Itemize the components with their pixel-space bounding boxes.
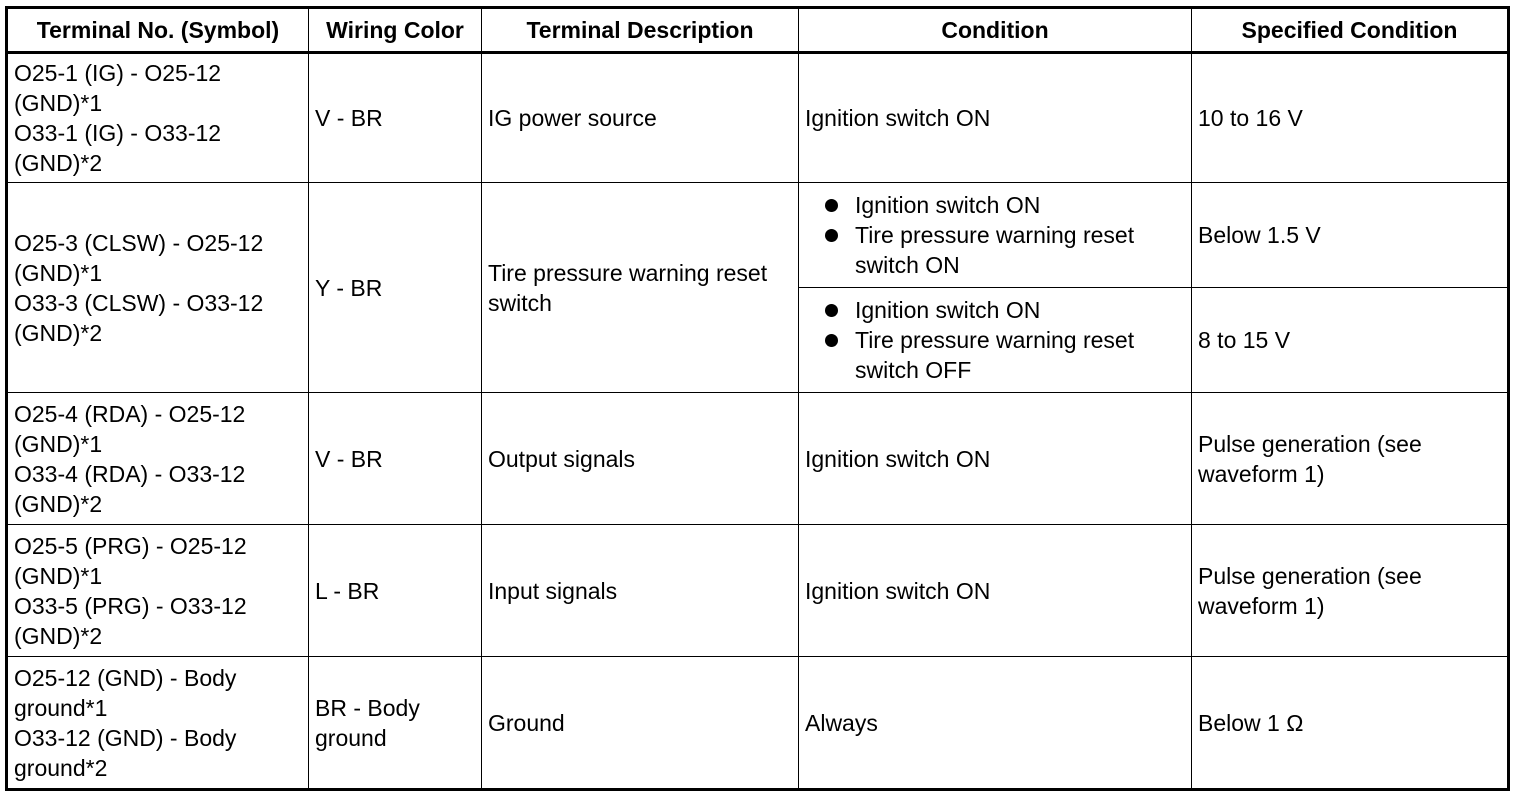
specified-condition-cell: 10 to 16 V [1192,53,1509,183]
header-wiring-color: Wiring Color [309,8,482,53]
terminal-cell: O25-12 (GND) - Body ground*1 O33-12 (GND) - Body ground*2 [7,657,309,790]
terminal-cell: O25-3 (CLSW) - O25-12 (GND)*1 O33-3 (CLSW) - O33-12 (GND)*2 [7,183,309,393]
table-row [7,183,1509,288]
description-cell: Output signals [482,393,799,525]
description-cell: Input signals [482,525,799,657]
condition-bullet: Ignition switch ON [805,295,1185,325]
table-row [7,53,1509,183]
header-specified-condition: Specified Condition [1192,8,1509,53]
specified-condition-cell: Pulse generation (see waveform 1) [1192,393,1509,525]
description-cell: Tire pressure warning reset switch [482,183,799,393]
wiring-color-cell: L - BR [309,525,482,657]
table-row [7,657,1509,790]
specified-condition-cell: Below 1.5 V [1192,183,1509,288]
specified-condition-cell: Below 1 Ω [1192,657,1509,790]
description-cell: Ground [482,657,799,790]
wiring-color-cell: V - BR [309,393,482,525]
terminal-table [5,6,1510,791]
header-terminal-description: Terminal Description [482,8,799,53]
condition-bullet: Tire pressure warning reset switch ON [805,220,1185,280]
terminal-cell: O25-4 (RDA) - O25-12 (GND)*1 O33-4 (RDA) - O33-12 (GND)*2 [7,393,309,525]
description-cell: IG power source [482,53,799,183]
condition-cell: Ignition switch ON [799,53,1192,183]
wiring-color-cell: BR - Body ground [309,657,482,790]
header-condition: Condition [799,8,1192,53]
wiring-color-cell: Y - BR [309,183,482,393]
header-terminal-no: Terminal No. (Symbol) [7,8,309,53]
condition-cell [799,183,1192,288]
condition-cell: Ignition switch ON [799,525,1192,657]
condition-bullet: Tire pressure warning reset switch OFF [805,325,1185,385]
header-row [7,8,1509,53]
condition-bullet-list [805,295,1185,385]
table-row [7,525,1509,657]
condition-bullet: Ignition switch ON [805,190,1185,220]
condition-cell: Always [799,657,1192,790]
terminal-cell: O25-5 (PRG) - O25-12 (GND)*1 O33-5 (PRG) - O33-12 (GND)*2 [7,525,309,657]
condition-cell [799,288,1192,393]
wiring-color-cell: V - BR [309,53,482,183]
specified-condition-cell: 8 to 15 V [1192,288,1509,393]
table-row [7,393,1509,525]
specified-condition-cell: Pulse generation (see waveform 1) [1192,525,1509,657]
condition-bullet-list [805,190,1185,280]
condition-cell: Ignition switch ON [799,393,1192,525]
terminal-cell: O25-1 (IG) - O25-12 (GND)*1 O33-1 (IG) - O33-12 (GND)*2 [7,53,309,183]
